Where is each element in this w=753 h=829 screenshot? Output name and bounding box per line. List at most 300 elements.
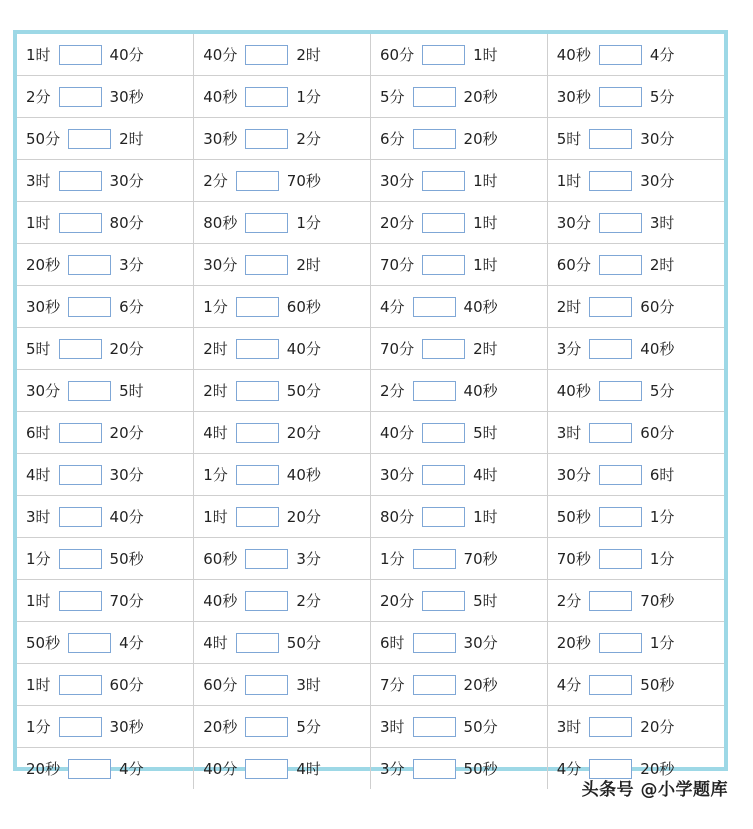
left-quantity: 30分	[203, 256, 238, 274]
comparison-item	[17, 664, 194, 706]
comparison-item	[371, 286, 548, 328]
left-quantity: 5时	[26, 340, 51, 358]
answer-blank[interactable]	[422, 591, 465, 611]
left-quantity: 50分	[26, 130, 61, 148]
answer-blank[interactable]	[68, 381, 111, 401]
comparison-item	[371, 706, 548, 748]
answer-blank[interactable]	[245, 717, 288, 737]
answer-blank[interactable]	[59, 45, 102, 65]
comparison-item	[17, 370, 194, 412]
left-quantity: 30秒	[26, 298, 61, 316]
right-quantity: 30分	[640, 130, 675, 148]
left-quantity: 20秒	[556, 634, 591, 652]
answer-blank[interactable]	[599, 213, 642, 233]
right-quantity: 1时	[473, 172, 498, 190]
left-quantity: 60分	[203, 676, 238, 694]
comparison-item	[17, 496, 194, 538]
right-quantity: 50分	[463, 718, 498, 736]
left-quantity: 2时	[203, 340, 228, 358]
comparison-item	[194, 328, 371, 370]
left-quantity: 2分	[203, 172, 228, 190]
comparison-item	[547, 76, 724, 118]
table-row	[17, 664, 724, 706]
comparison-item	[17, 202, 194, 244]
right-quantity: 50分	[286, 382, 321, 400]
right-quantity: 60秒	[286, 298, 321, 316]
comparison-item	[547, 370, 724, 412]
comparison-item	[17, 412, 194, 454]
right-quantity: 70秒	[640, 592, 675, 610]
left-quantity: 2时	[556, 298, 582, 316]
comparison-item	[194, 622, 371, 664]
comparison-item	[17, 160, 194, 202]
comparison-item	[547, 160, 724, 202]
right-quantity: 5时	[119, 382, 144, 400]
comparison-item	[194, 412, 371, 454]
comparison-item	[17, 748, 194, 790]
answer-blank[interactable]	[236, 633, 279, 653]
right-quantity: 50分	[286, 634, 321, 652]
left-quantity: 2时	[203, 382, 228, 400]
table-row	[17, 244, 724, 286]
left-quantity: 5时	[556, 130, 582, 148]
comparison-table-body	[17, 34, 724, 789]
comparison-item	[547, 622, 724, 664]
table-row	[17, 412, 724, 454]
comparison-item	[17, 622, 194, 664]
right-quantity: 40秒	[463, 382, 498, 400]
left-quantity: 50秒	[26, 634, 61, 652]
answer-blank[interactable]	[68, 255, 111, 275]
left-quantity: 3分	[380, 760, 405, 778]
left-quantity: 40分	[203, 760, 238, 778]
answer-blank[interactable]	[422, 171, 465, 191]
comparison-item	[371, 454, 548, 496]
left-quantity: 5分	[380, 88, 405, 106]
comparison-item	[547, 118, 724, 160]
comparison-item	[17, 286, 194, 328]
left-quantity: 40秒	[556, 382, 591, 400]
left-quantity: 30分	[380, 172, 415, 190]
left-quantity: 70分	[380, 340, 415, 358]
answer-blank[interactable]	[236, 465, 279, 485]
comparison-item	[194, 370, 371, 412]
comparison-item	[194, 202, 371, 244]
comparison-item	[17, 328, 194, 370]
table-row	[17, 202, 724, 244]
comparison-item	[17, 706, 194, 748]
left-quantity: 20分	[380, 592, 415, 610]
left-quantity: 30分	[380, 466, 415, 484]
right-quantity: 1时	[473, 46, 498, 64]
answer-blank[interactable]	[422, 465, 465, 485]
left-quantity: 30分	[26, 382, 61, 400]
worksheet-frame	[13, 30, 728, 778]
answer-blank[interactable]	[245, 675, 288, 695]
right-quantity: 2分	[296, 130, 321, 148]
comparison-item	[371, 160, 548, 202]
answer-blank[interactable]	[68, 759, 111, 779]
answer-blank[interactable]	[236, 381, 279, 401]
left-quantity: 1时	[26, 46, 51, 64]
left-quantity: 3时	[26, 508, 51, 526]
right-quantity: 20分	[109, 340, 144, 358]
comparison-item	[371, 412, 548, 454]
comparison-item	[371, 496, 548, 538]
answer-blank[interactable]	[245, 87, 288, 107]
answer-blank[interactable]	[245, 213, 288, 233]
right-quantity: 20秒	[463, 130, 498, 148]
left-quantity: 4分	[556, 760, 582, 778]
comparison-item	[547, 286, 724, 328]
left-quantity: 6分	[380, 130, 405, 148]
left-quantity: 4分	[380, 298, 405, 316]
right-quantity: 20分	[109, 424, 144, 442]
left-quantity: 20秒	[26, 256, 61, 274]
answer-blank[interactable]	[245, 255, 288, 275]
comparison-item	[17, 244, 194, 286]
answer-blank[interactable]	[422, 339, 465, 359]
right-quantity: 30分	[463, 634, 498, 652]
answer-blank[interactable]	[413, 129, 456, 149]
answer-blank[interactable]	[589, 297, 632, 317]
answer-blank[interactable]	[589, 675, 632, 695]
right-quantity: 60分	[109, 676, 144, 694]
comparison-item	[547, 34, 724, 76]
comparison-item	[547, 580, 724, 622]
left-quantity: 6时	[26, 424, 51, 442]
left-quantity: 40分	[203, 46, 238, 64]
answer-blank[interactable]	[422, 255, 465, 275]
left-quantity: 70分	[380, 256, 415, 274]
comparison-item	[371, 244, 548, 286]
answer-blank[interactable]	[59, 507, 102, 527]
table-row	[17, 118, 724, 160]
answer-blank[interactable]	[589, 717, 632, 737]
answer-blank[interactable]	[589, 171, 632, 191]
comparison-item	[194, 160, 371, 202]
answer-blank[interactable]	[59, 465, 102, 485]
left-quantity: 60分	[556, 256, 591, 274]
comparison-item	[194, 76, 371, 118]
table-row	[17, 160, 724, 202]
comparison-item	[194, 286, 371, 328]
comparison-item	[194, 496, 371, 538]
comparison-item	[547, 412, 724, 454]
answer-blank[interactable]	[413, 381, 456, 401]
right-quantity: 2时	[119, 130, 144, 148]
comparison-item	[194, 454, 371, 496]
right-quantity: 20秒	[640, 760, 675, 778]
left-quantity: 1分	[26, 718, 51, 736]
right-quantity: 40分	[286, 340, 321, 358]
table-row	[17, 580, 724, 622]
right-quantity: 50秒	[109, 550, 144, 568]
right-quantity: 6时	[649, 466, 675, 484]
answer-blank[interactable]	[599, 381, 642, 401]
answer-blank[interactable]	[59, 591, 102, 611]
comparison-item	[371, 118, 548, 160]
right-quantity: 4时	[296, 760, 321, 778]
watermark-text: 头条号 @小学题库	[581, 780, 728, 800]
right-quantity: 20分	[640, 718, 675, 736]
left-quantity: 20秒	[26, 760, 61, 778]
right-quantity: 2分	[296, 592, 321, 610]
answer-blank[interactable]	[236, 423, 279, 443]
right-quantity: 40分	[109, 508, 144, 526]
right-quantity: 40秒	[286, 466, 321, 484]
answer-blank[interactable]	[413, 717, 456, 737]
right-quantity: 5分	[649, 382, 675, 400]
right-quantity: 5分	[649, 88, 675, 106]
answer-blank[interactable]	[413, 549, 456, 569]
comparison-item	[371, 328, 548, 370]
right-quantity: 5时	[473, 424, 498, 442]
table-row	[17, 496, 724, 538]
left-quantity: 80秒	[203, 214, 238, 232]
answer-blank[interactable]	[589, 423, 632, 443]
table-row	[17, 706, 724, 748]
left-quantity: 1分	[203, 466, 228, 484]
right-quantity: 30秒	[109, 718, 144, 736]
answer-blank[interactable]	[589, 339, 632, 359]
right-quantity: 60分	[640, 424, 675, 442]
right-quantity: 30分	[109, 466, 144, 484]
table-row	[17, 286, 724, 328]
left-quantity: 1时	[203, 508, 228, 526]
answer-blank[interactable]	[59, 213, 102, 233]
answer-blank[interactable]	[422, 213, 465, 233]
comparison-item	[371, 538, 548, 580]
left-quantity: 40秒	[203, 592, 238, 610]
answer-blank[interactable]	[59, 675, 102, 695]
right-quantity: 40分	[109, 46, 144, 64]
left-quantity: 30分	[556, 466, 591, 484]
comparison-item	[17, 538, 194, 580]
table-row	[17, 454, 724, 496]
left-quantity: 3时	[380, 718, 405, 736]
right-quantity: 1分	[649, 508, 675, 526]
comparison-item	[547, 664, 724, 706]
left-quantity: 30分	[556, 214, 591, 232]
right-quantity: 1分	[649, 634, 675, 652]
comparison-item	[194, 244, 371, 286]
answer-blank[interactable]	[422, 423, 465, 443]
comparison-item	[547, 496, 724, 538]
comparison-item	[194, 748, 371, 790]
right-quantity: 6分	[119, 298, 144, 316]
right-quantity: 1分	[296, 214, 321, 232]
comparison-item	[17, 34, 194, 76]
right-quantity: 1时	[473, 214, 498, 232]
comparison-item	[371, 664, 548, 706]
left-quantity: 1时	[26, 214, 51, 232]
comparison-item	[547, 454, 724, 496]
answer-blank[interactable]	[59, 87, 102, 107]
answer-blank[interactable]	[413, 87, 456, 107]
answer-blank[interactable]	[236, 339, 279, 359]
comparison-item	[194, 118, 371, 160]
left-quantity: 2分	[26, 88, 51, 106]
answer-blank[interactable]	[589, 129, 632, 149]
right-quantity: 3时	[649, 214, 675, 232]
right-quantity: 60分	[640, 298, 675, 316]
left-quantity: 40秒	[556, 46, 591, 64]
answer-blank[interactable]	[422, 507, 465, 527]
answer-blank[interactable]	[59, 171, 102, 191]
answer-blank[interactable]	[59, 549, 102, 569]
answer-blank[interactable]	[599, 465, 642, 485]
answer-blank[interactable]	[68, 633, 111, 653]
left-quantity: 1时	[26, 592, 51, 610]
comparison-item	[371, 622, 548, 664]
left-quantity: 1分	[203, 298, 228, 316]
left-quantity: 60秒	[203, 550, 238, 568]
right-quantity: 40秒	[463, 298, 498, 316]
left-quantity: 30秒	[203, 130, 238, 148]
answer-blank[interactable]	[68, 297, 111, 317]
right-quantity: 3分	[296, 550, 321, 568]
left-quantity: 4时	[203, 424, 228, 442]
comparison-item	[371, 580, 548, 622]
right-quantity: 2时	[649, 256, 675, 274]
right-quantity: 50秒	[463, 760, 498, 778]
right-quantity: 30秒	[109, 88, 144, 106]
comparison-item	[17, 580, 194, 622]
answer-blank[interactable]	[59, 717, 102, 737]
right-quantity: 70分	[109, 592, 144, 610]
comparison-item	[194, 706, 371, 748]
left-quantity: 1时	[556, 172, 582, 190]
right-quantity: 2时	[296, 256, 321, 274]
left-quantity: 3分	[556, 340, 582, 358]
right-quantity: 4时	[473, 466, 498, 484]
answer-blank[interactable]	[599, 87, 642, 107]
answer-blank[interactable]	[599, 255, 642, 275]
comparison-item	[547, 328, 724, 370]
comparison-item	[371, 34, 548, 76]
right-quantity: 80分	[109, 214, 144, 232]
answer-blank[interactable]	[236, 297, 279, 317]
comparison-item	[194, 538, 371, 580]
comparison-item	[371, 748, 548, 790]
answer-blank[interactable]	[245, 129, 288, 149]
right-quantity: 50秒	[640, 676, 675, 694]
right-quantity: 1分	[649, 550, 675, 568]
left-quantity: 20分	[380, 214, 415, 232]
comparison-item	[17, 76, 194, 118]
left-quantity: 2分	[380, 382, 405, 400]
left-quantity: 4时	[26, 466, 51, 484]
table-row	[17, 76, 724, 118]
answer-blank[interactable]	[245, 591, 288, 611]
right-quantity: 3分	[119, 256, 144, 274]
right-quantity: 1时	[473, 508, 498, 526]
answer-blank[interactable]	[599, 549, 642, 569]
right-quantity: 5分	[296, 718, 321, 736]
right-quantity: 70秒	[286, 172, 321, 190]
answer-blank[interactable]	[599, 507, 642, 527]
answer-blank[interactable]	[413, 675, 456, 695]
answer-blank[interactable]	[236, 507, 279, 527]
left-quantity: 40分	[380, 424, 415, 442]
right-quantity: 40秒	[640, 340, 675, 358]
right-quantity: 4分	[119, 760, 144, 778]
right-quantity: 4分	[119, 634, 144, 652]
answer-blank[interactable]	[422, 45, 465, 65]
left-quantity: 80分	[380, 508, 415, 526]
right-quantity: 2时	[296, 46, 321, 64]
answer-blank[interactable]	[589, 591, 632, 611]
left-quantity: 40秒	[203, 88, 238, 106]
answer-blank[interactable]	[68, 129, 111, 149]
table-row	[17, 34, 724, 76]
comparison-item	[17, 118, 194, 160]
comparison-item	[371, 76, 548, 118]
left-quantity: 3时	[556, 718, 582, 736]
right-quantity: 20秒	[463, 676, 498, 694]
table-row	[17, 622, 724, 664]
comparison-item	[547, 244, 724, 286]
table-row	[17, 370, 724, 412]
answer-blank[interactable]	[413, 297, 456, 317]
right-quantity: 20分	[286, 508, 321, 526]
left-quantity: 20秒	[203, 718, 238, 736]
left-quantity: 30秒	[556, 88, 591, 106]
table-row	[17, 538, 724, 580]
left-quantity: 1分	[380, 550, 405, 568]
left-quantity: 3时	[556, 424, 582, 442]
left-quantity: 70秒	[556, 550, 591, 568]
answer-blank[interactable]	[245, 45, 288, 65]
comparison-item	[194, 34, 371, 76]
right-quantity: 70秒	[463, 550, 498, 568]
answer-blank[interactable]	[59, 423, 102, 443]
answer-blank[interactable]	[599, 45, 642, 65]
right-quantity: 20秒	[463, 88, 498, 106]
comparison-item	[17, 454, 194, 496]
right-quantity: 30分	[640, 172, 675, 190]
left-quantity: 50秒	[556, 508, 591, 526]
right-quantity: 1时	[473, 256, 498, 274]
comparison-table	[17, 34, 724, 789]
right-quantity: 4分	[649, 46, 675, 64]
answer-blank[interactable]	[245, 759, 288, 779]
right-quantity: 3时	[296, 676, 321, 694]
comparison-item	[194, 580, 371, 622]
answer-blank[interactable]	[599, 633, 642, 653]
comparison-item	[547, 538, 724, 580]
answer-blank[interactable]	[413, 633, 456, 653]
answer-blank[interactable]	[236, 171, 279, 191]
comparison-item	[371, 202, 548, 244]
answer-blank[interactable]	[59, 339, 102, 359]
comparison-item	[547, 202, 724, 244]
right-quantity: 1分	[296, 88, 321, 106]
right-quantity: 30分	[109, 172, 144, 190]
comparison-item	[194, 664, 371, 706]
answer-blank[interactable]	[413, 759, 456, 779]
answer-blank[interactable]	[245, 549, 288, 569]
comparison-item	[547, 706, 724, 748]
left-quantity: 60分	[380, 46, 415, 64]
comparison-item	[371, 370, 548, 412]
right-quantity: 2时	[473, 340, 498, 358]
left-quantity: 4时	[203, 634, 228, 652]
left-quantity: 4分	[556, 676, 582, 694]
left-quantity: 1时	[26, 676, 51, 694]
left-quantity: 1分	[26, 550, 51, 568]
